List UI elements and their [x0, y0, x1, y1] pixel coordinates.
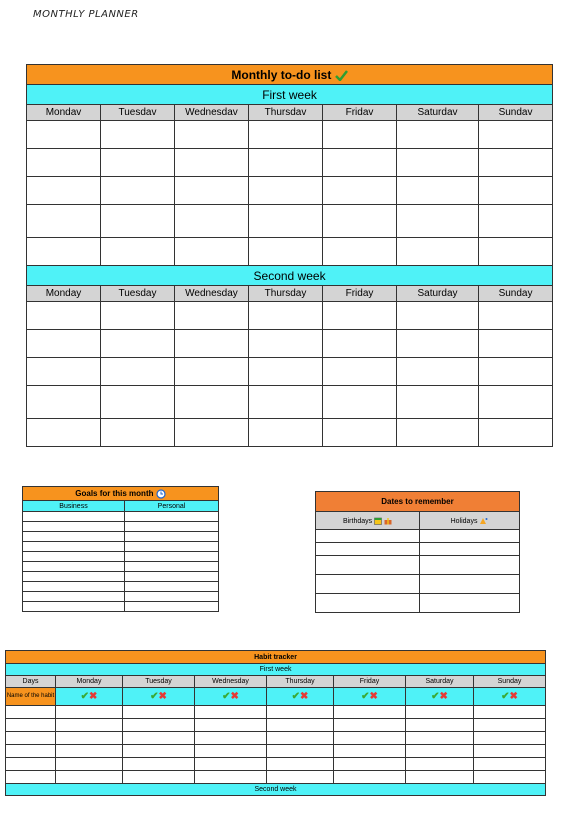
habit-cell[interactable] — [474, 758, 546, 771]
check-icon[interactable]: ✔ — [501, 691, 510, 702]
todo-cell[interactable] — [101, 205, 175, 238]
dates-table — [315, 491, 520, 613]
todo-cell[interactable] — [397, 358, 479, 386]
habit-cell[interactable] — [267, 719, 334, 732]
todo-cell[interactable] — [101, 386, 175, 419]
date-cell[interactable] — [420, 543, 520, 556]
date-cell[interactable] — [316, 594, 420, 613]
habit-cell[interactable] — [123, 706, 195, 719]
goal-cell[interactable] — [23, 592, 125, 602]
todo-cell[interactable] — [397, 121, 479, 149]
habit-cell[interactable] — [195, 758, 267, 771]
habit-cell[interactable] — [406, 706, 474, 719]
habit-cell[interactable] — [267, 706, 334, 719]
dates-title: Dates to remember — [316, 492, 520, 512]
week-label: Second week — [27, 266, 553, 286]
habit-cell[interactable] — [334, 771, 406, 784]
date-cell[interactable] — [316, 575, 420, 594]
date-cell[interactable] — [316, 556, 420, 575]
todo-cell[interactable] — [249, 121, 323, 149]
habit-cell[interactable] — [334, 758, 406, 771]
todo-cell[interactable] — [323, 149, 397, 177]
habit-cell[interactable] — [334, 732, 406, 745]
habit-cell[interactable] — [6, 732, 56, 745]
day-header: Monday — [27, 286, 101, 302]
day-header: Mondav — [27, 105, 101, 121]
goal-cell[interactable] — [23, 582, 125, 592]
todo-cell[interactable] — [175, 149, 249, 177]
habit-cell[interactable] — [123, 758, 195, 771]
clock-icon — [156, 489, 166, 499]
todo-cell[interactable] — [175, 302, 249, 330]
todo-cell[interactable] — [101, 121, 175, 149]
goal-cell[interactable] — [125, 592, 219, 602]
day-header: Tuesdav — [101, 105, 175, 121]
day-header: Saturdav — [397, 105, 479, 121]
todo-cell[interactable] — [27, 386, 101, 419]
habit-week-label: First week — [6, 664, 546, 676]
todo-cell[interactable] — [479, 205, 553, 238]
todo-cell[interactable] — [249, 302, 323, 330]
todo-cell[interactable] — [479, 330, 553, 358]
check-icon[interactable]: ✔ — [80, 691, 89, 702]
todo-cell[interactable] — [27, 121, 101, 149]
goals-column-header: Business — [23, 501, 125, 512]
goal-cell[interactable] — [125, 532, 219, 542]
todo-cell[interactable] — [397, 419, 479, 447]
goal-cell[interactable] — [23, 522, 125, 532]
goal-cell[interactable] — [125, 552, 219, 562]
habit-cell[interactable] — [334, 745, 406, 758]
todo-cell[interactable] — [323, 419, 397, 447]
check-icon[interactable]: ✔ — [361, 691, 370, 702]
todo-cell[interactable] — [175, 386, 249, 419]
todo-cell[interactable] — [323, 205, 397, 238]
todo-cell[interactable] — [175, 205, 249, 238]
todo-cell[interactable] — [249, 330, 323, 358]
goal-cell[interactable] — [23, 552, 125, 562]
habit-cell[interactable] — [406, 758, 474, 771]
cross-icon[interactable]: ✖ — [158, 691, 167, 702]
todo-cell[interactable] — [27, 302, 101, 330]
goal-cell[interactable] — [125, 512, 219, 522]
habit-cell[interactable] — [474, 745, 546, 758]
todo-cell[interactable] — [323, 121, 397, 149]
todo-cell[interactable] — [397, 330, 479, 358]
todo-cell[interactable] — [323, 386, 397, 419]
goals-column-header: Personal — [125, 501, 219, 512]
calendar-icon — [374, 517, 382, 525]
goals-table — [22, 486, 219, 612]
todo-cell[interactable] — [323, 330, 397, 358]
todo-cell[interactable] — [175, 419, 249, 447]
habit-cell[interactable] — [267, 745, 334, 758]
page-title: MONTHLY PLANNER — [33, 9, 139, 20]
gift-icon — [384, 517, 392, 525]
todo-cell[interactable] — [27, 205, 101, 238]
todo-cell[interactable] — [101, 238, 175, 266]
habit-cell[interactable] — [406, 745, 474, 758]
habit-cell[interactable] — [123, 732, 195, 745]
todo-cell[interactable] — [27, 177, 101, 205]
habit-cell[interactable] — [6, 758, 56, 771]
dates-column-label: Birthdays — [342, 517, 373, 525]
todo-title-cell — [27, 65, 553, 85]
habit-day-header: Saturday — [406, 676, 474, 688]
todo-cell[interactable] — [249, 419, 323, 447]
habit-cell[interactable] — [56, 745, 123, 758]
todo-cell[interactable] — [479, 419, 553, 447]
todo-cell[interactable] — [175, 121, 249, 149]
todo-cell[interactable] — [323, 302, 397, 330]
day-header: Thursdav — [249, 105, 323, 121]
todo-title: Monthly to-do list — [231, 67, 332, 82]
todo-cell[interactable] — [27, 149, 101, 177]
cross-icon[interactable]: ✖ — [369, 691, 378, 702]
todo-cell[interactable] — [175, 177, 249, 205]
todo-cell[interactable] — [249, 238, 323, 266]
cross-icon[interactable]: ✖ — [230, 691, 239, 702]
todo-cell[interactable] — [249, 177, 323, 205]
habit-day-header: Monday — [56, 676, 123, 688]
habit-cell[interactable] — [474, 771, 546, 784]
habit-cell[interactable] — [56, 706, 123, 719]
party-icon — [479, 517, 488, 525]
day-header: Tuesday — [101, 286, 175, 302]
habit-day-header: Sunday — [474, 676, 546, 688]
habit-mark-cell[interactable] — [406, 688, 474, 706]
habit-cell[interactable] — [195, 719, 267, 732]
cross-icon[interactable]: ✖ — [89, 691, 98, 702]
habit-cell[interactable] — [56, 758, 123, 771]
habit-name-label: Name of the habit — [6, 688, 56, 706]
day-header: Sunday — [479, 286, 553, 302]
goal-cell[interactable] — [125, 582, 219, 592]
day-header: Fridav — [323, 105, 397, 121]
habit-cell[interactable] — [334, 719, 406, 732]
habit-cell[interactable] — [474, 732, 546, 745]
habit-mark-cell[interactable] — [334, 688, 406, 706]
check-icon[interactable]: ✔ — [222, 691, 231, 702]
todo-cell[interactable] — [249, 205, 323, 238]
habit-day-header: Thursday — [267, 676, 334, 688]
monthly-todo-table — [26, 64, 553, 447]
habit-days-label: Days — [6, 676, 56, 688]
day-header: Friday — [323, 286, 397, 302]
goal-cell[interactable] — [23, 532, 125, 542]
habit-cell[interactable] — [334, 706, 406, 719]
date-cell[interactable] — [420, 594, 520, 613]
day-header: Sundav — [479, 105, 553, 121]
todo-cell[interactable] — [249, 358, 323, 386]
habit-cell[interactable] — [56, 771, 123, 784]
check-icon — [335, 70, 348, 81]
habit-day-header: Tuesday — [123, 676, 195, 688]
todo-cell[interactable] — [479, 149, 553, 177]
habit-cell[interactable] — [195, 745, 267, 758]
habit-cell[interactable] — [195, 732, 267, 745]
todo-cell[interactable] — [397, 386, 479, 419]
habit-day-header: Friday — [334, 676, 406, 688]
date-cell[interactable] — [420, 530, 520, 543]
goal-cell[interactable] — [23, 512, 125, 522]
habit-cell[interactable] — [406, 732, 474, 745]
habit-cell[interactable] — [123, 771, 195, 784]
habit-cell[interactable] — [195, 706, 267, 719]
habit-cell[interactable] — [6, 706, 56, 719]
habit-cell[interactable] — [6, 745, 56, 758]
todo-cell[interactable] — [479, 238, 553, 266]
todo-cell[interactable] — [479, 177, 553, 205]
todo-cell[interactable] — [27, 358, 101, 386]
todo-cell[interactable] — [27, 419, 101, 447]
todo-cell[interactable] — [101, 419, 175, 447]
todo-cell[interactable] — [479, 302, 553, 330]
todo-cell[interactable] — [101, 302, 175, 330]
dates-column-header-holidays — [420, 512, 520, 530]
habit-cell[interactable] — [267, 771, 334, 784]
habit-mark-cell[interactable] — [123, 688, 195, 706]
day-header: Wednesday — [175, 286, 249, 302]
dates-column-label: Holidays — [450, 517, 478, 525]
goal-cell[interactable] — [125, 522, 219, 532]
todo-cell[interactable] — [397, 177, 479, 205]
todo-cell[interactable] — [27, 238, 101, 266]
habit-mark-cell[interactable] — [474, 688, 546, 706]
todo-cell[interactable] — [323, 238, 397, 266]
todo-cell[interactable] — [101, 330, 175, 358]
goal-cell[interactable] — [23, 602, 125, 612]
todo-cell[interactable] — [323, 177, 397, 205]
todo-cell[interactable] — [397, 238, 479, 266]
habit-cell[interactable] — [6, 719, 56, 732]
habit-cell[interactable] — [406, 719, 474, 732]
week-label: First week — [27, 85, 553, 105]
habit-footer-week-label: Second week — [6, 784, 546, 796]
todo-cell[interactable] — [101, 149, 175, 177]
habit-mark-cell[interactable] — [267, 688, 334, 706]
habit-cell[interactable] — [195, 771, 267, 784]
goals-title: Goals for this month — [75, 488, 154, 498]
todo-cell[interactable] — [397, 205, 479, 238]
todo-cell[interactable] — [249, 386, 323, 419]
habit-cell[interactable] — [6, 771, 56, 784]
day-header: Saturday — [397, 286, 479, 302]
cross-icon[interactable]: ✖ — [509, 691, 518, 702]
day-header: Thursday — [249, 286, 323, 302]
goal-cell[interactable] — [23, 572, 125, 582]
habit-cell[interactable] — [474, 706, 546, 719]
goal-cell[interactable] — [125, 572, 219, 582]
habit-cell[interactable] — [406, 771, 474, 784]
todo-cell[interactable] — [175, 330, 249, 358]
habit-cell[interactable] — [123, 745, 195, 758]
todo-cell[interactable] — [101, 358, 175, 386]
todo-cell[interactable] — [249, 149, 323, 177]
todo-cell[interactable] — [323, 358, 397, 386]
habit-title: Habit tracker — [6, 651, 546, 664]
date-cell[interactable] — [420, 575, 520, 594]
habit-cell[interactable] — [474, 719, 546, 732]
habit-mark-cell[interactable] — [195, 688, 267, 706]
cross-icon[interactable]: ✖ — [300, 691, 309, 702]
goal-cell[interactable] — [23, 542, 125, 552]
goal-cell[interactable] — [125, 562, 219, 572]
todo-cell[interactable] — [397, 302, 479, 330]
check-icon[interactable]: ✔ — [150, 691, 159, 702]
date-cell[interactable] — [316, 530, 420, 543]
goals-title-cell — [23, 487, 219, 501]
todo-cell[interactable] — [27, 330, 101, 358]
check-icon[interactable]: ✔ — [431, 691, 440, 702]
habit-cell[interactable] — [56, 732, 123, 745]
todo-cell[interactable] — [175, 358, 249, 386]
todo-cell[interactable] — [101, 177, 175, 205]
cross-icon[interactable]: ✖ — [439, 691, 448, 702]
check-icon[interactable]: ✔ — [291, 691, 300, 702]
goal-cell[interactable] — [23, 562, 125, 572]
habit-day-header: Wednesday — [195, 676, 267, 688]
todo-cell[interactable] — [479, 386, 553, 419]
habit-cell[interactable] — [267, 732, 334, 745]
habit-mark-cell[interactable] — [56, 688, 123, 706]
dates-column-header-birthdays — [316, 512, 420, 530]
habit-tracker-table — [5, 650, 546, 796]
goal-cell[interactable] — [125, 542, 219, 552]
habit-cell[interactable] — [267, 758, 334, 771]
habit-cell[interactable] — [56, 719, 123, 732]
todo-cell[interactable] — [479, 358, 553, 386]
date-cell[interactable] — [316, 543, 420, 556]
todo-cell[interactable] — [397, 149, 479, 177]
date-cell[interactable] — [420, 556, 520, 575]
todo-cell[interactable] — [175, 238, 249, 266]
todo-cell[interactable] — [479, 121, 553, 149]
day-header: Wednesdav — [175, 105, 249, 121]
goal-cell[interactable] — [125, 602, 219, 612]
habit-cell[interactable] — [123, 719, 195, 732]
